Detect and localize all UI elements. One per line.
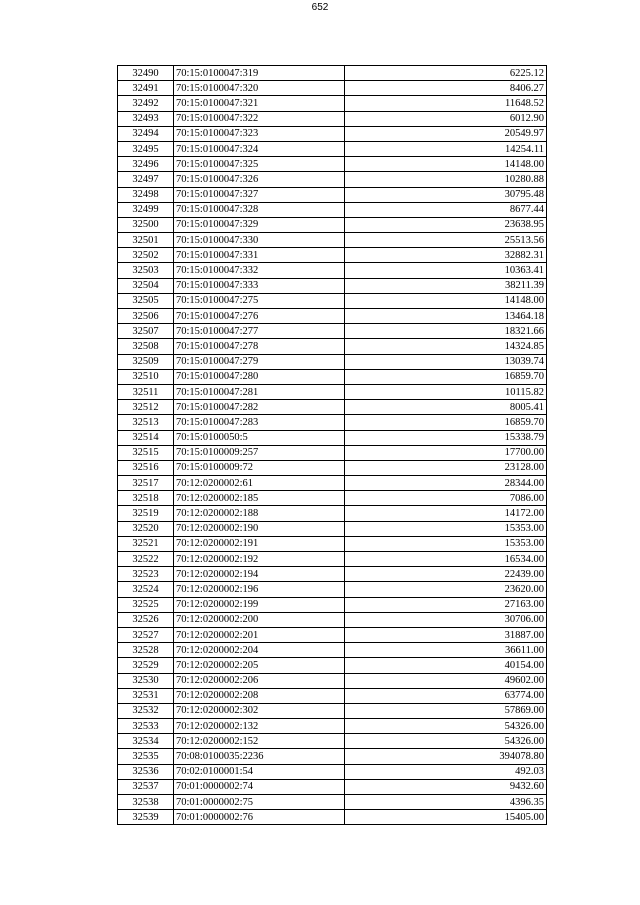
value-cell: 22439.00 — [345, 567, 547, 582]
registry-table — [117, 65, 547, 825]
cadastral-number-cell: 70:02:0100001:54 — [174, 764, 345, 779]
row-number-cell: 32497 — [118, 172, 174, 187]
cadastral-number-cell: 70:15:0100047:276 — [174, 309, 345, 324]
row-number-cell: 32493 — [118, 111, 174, 126]
value-cell: 14324.85 — [345, 339, 547, 354]
row-number-cell: 32535 — [118, 749, 174, 764]
row-number-cell: 32536 — [118, 764, 174, 779]
row-number-cell: 32520 — [118, 521, 174, 536]
cadastral-number-cell: 70:15:0100047:333 — [174, 278, 345, 293]
value-cell: 30795.48 — [345, 187, 547, 202]
table-row — [118, 749, 547, 764]
table-row — [118, 445, 547, 460]
value-cell: 15338.79 — [345, 430, 547, 445]
table-row — [118, 643, 547, 658]
row-number-cell: 32502 — [118, 248, 174, 263]
row-number-cell: 32515 — [118, 445, 174, 460]
value-cell: 15405.00 — [345, 810, 547, 825]
row-number-cell: 32538 — [118, 795, 174, 810]
value-cell: 16859.70 — [345, 415, 547, 430]
row-number-cell: 32524 — [118, 582, 174, 597]
table-row — [118, 81, 547, 96]
value-cell: 10280.88 — [345, 172, 547, 187]
cadastral-number-cell: 70:12:0200002:206 — [174, 673, 345, 688]
table-row — [118, 217, 547, 232]
row-number-cell: 32495 — [118, 141, 174, 156]
value-cell: 20549.97 — [345, 126, 547, 141]
value-cell: 7086.00 — [345, 491, 547, 506]
table-row — [118, 111, 547, 126]
row-number-cell: 32539 — [118, 810, 174, 825]
value-cell: 23620.00 — [345, 582, 547, 597]
cadastral-number-cell: 70:12:0200002:188 — [174, 506, 345, 521]
page-number: 652 — [311, 2, 329, 13]
table-row — [118, 369, 547, 384]
row-number-cell: 32492 — [118, 96, 174, 111]
value-cell: 6225.12 — [345, 66, 547, 81]
row-number-cell: 32511 — [118, 384, 174, 399]
value-cell: 49602.00 — [345, 673, 547, 688]
table-row — [118, 96, 547, 111]
cadastral-number-cell: 70:12:0200002:205 — [174, 658, 345, 673]
cadastral-number-cell: 70:12:0200002:199 — [174, 597, 345, 612]
row-number-cell: 32513 — [118, 415, 174, 430]
row-number-cell: 32504 — [118, 278, 174, 293]
row-number-cell: 32501 — [118, 233, 174, 248]
row-number-cell: 32505 — [118, 293, 174, 308]
cadastral-number-cell: 70:15:0100047:328 — [174, 202, 345, 217]
table-row — [118, 172, 547, 187]
table-row — [118, 612, 547, 627]
value-cell: 14148.00 — [345, 293, 547, 308]
cadastral-number-cell: 70:01:0000002:75 — [174, 795, 345, 810]
table-row — [118, 491, 547, 506]
table-row — [118, 248, 547, 263]
row-number-cell: 32530 — [118, 673, 174, 688]
value-cell: 10115.82 — [345, 384, 547, 399]
value-cell: 54326.00 — [345, 734, 547, 749]
row-number-cell: 32516 — [118, 460, 174, 475]
cadastral-number-cell: 70:15:0100047:330 — [174, 233, 345, 248]
cadastral-number-cell: 70:15:0100050:5 — [174, 430, 345, 445]
cadastral-number-cell: 70:12:0200002:302 — [174, 703, 345, 718]
row-number-cell: 32537 — [118, 779, 174, 794]
value-cell: 6012.90 — [345, 111, 547, 126]
value-cell: 9432.60 — [345, 779, 547, 794]
row-number-cell: 32496 — [118, 157, 174, 172]
value-cell: 17700.00 — [345, 445, 547, 460]
value-cell: 15353.00 — [345, 536, 547, 551]
table-row — [118, 324, 547, 339]
cadastral-number-cell: 70:01:0000002:74 — [174, 779, 345, 794]
cadastral-number-cell: 70:12:0200002:196 — [174, 582, 345, 597]
cadastral-number-cell: 70:12:0200002:190 — [174, 521, 345, 536]
value-cell: 14172.00 — [345, 506, 547, 521]
cadastral-number-cell: 70:15:0100047:324 — [174, 141, 345, 156]
cadastral-number-cell: 70:12:0200002:191 — [174, 536, 345, 551]
row-number-cell: 32499 — [118, 202, 174, 217]
table-row — [118, 263, 547, 278]
row-number-cell: 32519 — [118, 506, 174, 521]
cadastral-number-cell: 70:08:0100035:2236 — [174, 749, 345, 764]
value-cell: 16859.70 — [345, 369, 547, 384]
table-row — [118, 141, 547, 156]
row-number-cell: 32529 — [118, 658, 174, 673]
table-row — [118, 400, 547, 415]
value-cell: 8677.44 — [345, 202, 547, 217]
table-row — [118, 779, 547, 794]
value-cell: 36611.00 — [345, 643, 547, 658]
row-number-cell: 32521 — [118, 536, 174, 551]
table-row — [118, 384, 547, 399]
cadastral-number-cell: 70:12:0200002:200 — [174, 612, 345, 627]
value-cell: 10363.41 — [345, 263, 547, 278]
cadastral-number-cell: 70:01:0000002:76 — [174, 810, 345, 825]
cadastral-number-cell: 70:15:0100009:72 — [174, 460, 345, 475]
cadastral-number-cell: 70:15:0100047:279 — [174, 354, 345, 369]
table-row — [118, 354, 547, 369]
cadastral-number-cell: 70:15:0100047:282 — [174, 400, 345, 415]
cadastral-number-cell: 70:12:0200002:132 — [174, 719, 345, 734]
table-row — [118, 597, 547, 612]
cadastral-number-cell: 70:15:0100047:320 — [174, 81, 345, 96]
value-cell: 63774.00 — [345, 688, 547, 703]
cadastral-number-cell: 70:12:0200002:201 — [174, 627, 345, 642]
cadastral-number-cell: 70:15:0100047:329 — [174, 217, 345, 232]
value-cell: 18321.66 — [345, 324, 547, 339]
table-row — [118, 536, 547, 551]
value-cell: 54326.00 — [345, 719, 547, 734]
cadastral-number-cell: 70:15:0100047:319 — [174, 66, 345, 81]
value-cell: 28344.00 — [345, 476, 547, 491]
value-cell: 38211.39 — [345, 278, 547, 293]
row-number-cell: 32517 — [118, 476, 174, 491]
value-cell: 23638.95 — [345, 217, 547, 232]
row-number-cell: 32533 — [118, 719, 174, 734]
row-number-cell: 32527 — [118, 627, 174, 642]
row-number-cell: 32507 — [118, 324, 174, 339]
row-number-cell: 32503 — [118, 263, 174, 278]
value-cell: 13464.18 — [345, 309, 547, 324]
value-cell: 492.03 — [345, 764, 547, 779]
cadastral-number-cell: 70:12:0200002:185 — [174, 491, 345, 506]
value-cell: 27163.00 — [345, 597, 547, 612]
table-row — [118, 764, 547, 779]
cadastral-number-cell: 70:15:0100047:280 — [174, 369, 345, 384]
cadastral-number-cell: 70:12:0200002:192 — [174, 552, 345, 567]
table-row — [118, 187, 547, 202]
row-number-cell: 32510 — [118, 369, 174, 384]
value-cell: 57869.00 — [345, 703, 547, 718]
row-number-cell: 32525 — [118, 597, 174, 612]
table-row — [118, 521, 547, 536]
cadastral-number-cell: 70:12:0200002:61 — [174, 476, 345, 491]
row-number-cell: 32518 — [118, 491, 174, 506]
row-number-cell: 32506 — [118, 309, 174, 324]
value-cell: 14254.11 — [345, 141, 547, 156]
cadastral-number-cell: 70:12:0200002:194 — [174, 567, 345, 582]
table-row — [118, 278, 547, 293]
cadastral-number-cell: 70:15:0100047:321 — [174, 96, 345, 111]
row-number-cell: 32512 — [118, 400, 174, 415]
cadastral-number-cell: 70:15:0100047:325 — [174, 157, 345, 172]
table-row — [118, 293, 547, 308]
cadastral-number-cell: 70:15:0100047:278 — [174, 339, 345, 354]
cadastral-number-cell: 70:15:0100047:322 — [174, 111, 345, 126]
cadastral-number-cell: 70:15:0100047:331 — [174, 248, 345, 263]
table-row — [118, 552, 547, 567]
row-number-cell: 32526 — [118, 612, 174, 627]
row-number-cell: 32528 — [118, 643, 174, 658]
cadastral-number-cell: 70:15:0100047:277 — [174, 324, 345, 339]
table-row — [118, 703, 547, 718]
value-cell: 23128.00 — [345, 460, 547, 475]
row-number-cell: 32508 — [118, 339, 174, 354]
table-row — [118, 567, 547, 582]
table-row — [118, 309, 547, 324]
row-number-cell: 32509 — [118, 354, 174, 369]
cadastral-number-cell: 70:12:0200002:204 — [174, 643, 345, 658]
cadastral-number-cell: 70:15:0100047:281 — [174, 384, 345, 399]
table-row — [118, 339, 547, 354]
cadastral-number-cell: 70:15:0100047:326 — [174, 172, 345, 187]
value-cell: 4396.35 — [345, 795, 547, 810]
cadastral-number-cell: 70:15:0100047:283 — [174, 415, 345, 430]
table-row — [118, 582, 547, 597]
table-row — [118, 673, 547, 688]
row-number-cell: 32514 — [118, 430, 174, 445]
table-row — [118, 795, 547, 810]
table-row — [118, 506, 547, 521]
cadastral-number-cell: 70:15:0100047:323 — [174, 126, 345, 141]
row-number-cell: 32498 — [118, 187, 174, 202]
table-row — [118, 430, 547, 445]
value-cell: 30706.00 — [345, 612, 547, 627]
value-cell: 13039.74 — [345, 354, 547, 369]
table-row — [118, 415, 547, 430]
cadastral-number-cell: 70:15:0100047:332 — [174, 263, 345, 278]
value-cell: 8406.27 — [345, 81, 547, 96]
value-cell: 11648.52 — [345, 96, 547, 111]
table-body — [118, 66, 547, 825]
value-cell: 16534.00 — [345, 552, 547, 567]
value-cell: 40154.00 — [345, 658, 547, 673]
row-number-cell: 32500 — [118, 217, 174, 232]
row-number-cell: 32522 — [118, 552, 174, 567]
cadastral-number-cell: 70:12:0200002:152 — [174, 734, 345, 749]
table-row — [118, 688, 547, 703]
row-number-cell: 32490 — [118, 66, 174, 81]
row-number-cell: 32491 — [118, 81, 174, 96]
table-row — [118, 658, 547, 673]
table-row — [118, 719, 547, 734]
cadastral-number-cell: 70:15:0100047:275 — [174, 293, 345, 308]
table-row — [118, 627, 547, 642]
table-row — [118, 233, 547, 248]
value-cell: 14148.00 — [345, 157, 547, 172]
table-row — [118, 126, 547, 141]
table-row — [118, 734, 547, 749]
table-row — [118, 476, 547, 491]
row-number-cell: 32523 — [118, 567, 174, 582]
cadastral-number-cell: 70:12:0200002:208 — [174, 688, 345, 703]
value-cell: 31887.00 — [345, 627, 547, 642]
table-row — [118, 460, 547, 475]
value-cell: 394078.80 — [345, 749, 547, 764]
value-cell: 32882.31 — [345, 248, 547, 263]
value-cell: 8005.41 — [345, 400, 547, 415]
table-row — [118, 202, 547, 217]
cadastral-number-cell: 70:15:0100047:327 — [174, 187, 345, 202]
table-row — [118, 157, 547, 172]
row-number-cell: 32534 — [118, 734, 174, 749]
value-cell: 15353.00 — [345, 521, 547, 536]
row-number-cell: 32532 — [118, 703, 174, 718]
table-row — [118, 66, 547, 81]
table-row — [118, 810, 547, 825]
row-number-cell: 32531 — [118, 688, 174, 703]
cadastral-number-cell: 70:15:0100009:257 — [174, 445, 345, 460]
row-number-cell: 32494 — [118, 126, 174, 141]
value-cell: 25513.56 — [345, 233, 547, 248]
